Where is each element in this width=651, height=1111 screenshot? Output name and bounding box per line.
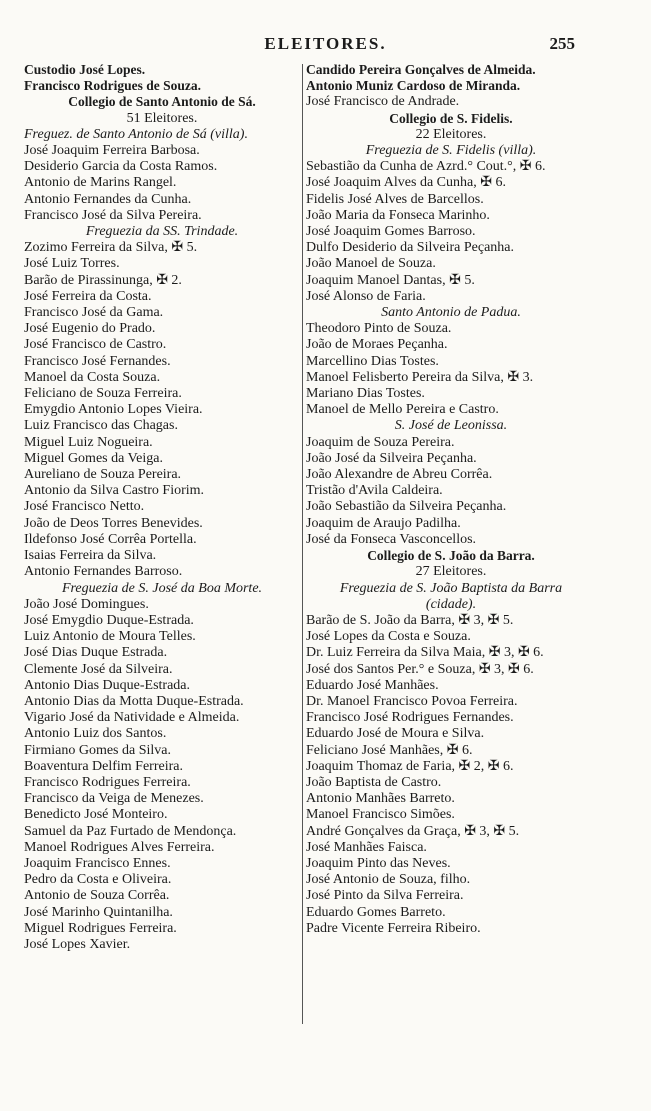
elector-entry: Theodoro Pinto de Souza. [306, 321, 452, 337]
elector-entry: Samuel da Paz Furtado de Mendonça. [24, 823, 237, 839]
elector-entry: José Antonio de Souza, filho. [306, 872, 471, 888]
elector-entry: Candido Pereira Gonçalves de Almeida. [306, 62, 536, 77]
elector-entry: Joaquim Francisco Ennes. [24, 855, 171, 871]
parish-heading: Freguezia de S. João Baptista da Barra [339, 580, 563, 596]
collegio-heading: Collegio de S. Fidelis. [389, 110, 513, 126]
elector-entry: Manoel da Costa Souza. [24, 369, 161, 385]
elector-entry: João Baptista de Castro. [306, 774, 442, 790]
elector-entry: Desiderio Garcia da Costa Ramos. [24, 159, 218, 175]
left-column [24, 62, 300, 953]
elector-entry: Eduardo Gomes Barreto. [306, 904, 446, 920]
elector-entry: Joaquim Thomaz de Faria, ✠ 2, ✠ 6. [306, 758, 514, 774]
elector-entry: Dr. Luiz Ferreira da Silva Maia, ✠ 3, ✠ 6. [306, 645, 544, 661]
elector-entry: José Francisco Netto. [24, 499, 145, 515]
elector-entry: Eduardo José Manhães. [306, 677, 439, 693]
elector-entry: João Alexandre de Abreu Corrêa. [306, 467, 493, 483]
elector-entry: João de Deos Torres Benevides. [24, 515, 203, 531]
elector-entry: José Ferreira da Costa. [24, 288, 152, 304]
right-column [306, 62, 596, 937]
elector-entry: José Joaquim Gomes Barroso. [306, 224, 476, 240]
elector-entry: Custodio José Lopes. [24, 62, 146, 77]
parish-heading: Freguezia de S. José da Boa Morte. [61, 580, 263, 596]
parish-heading: Santo Antonio de Padua. [381, 305, 521, 321]
elector-entry: José Manhães Faisca. [306, 839, 427, 855]
elector-entry: Eduardo José de Moura e Silva. [306, 726, 485, 742]
elector-entry: José Pinto da Silva Ferreira. [306, 888, 464, 904]
parish-heading: S. José de Leonissa. [394, 418, 508, 434]
elector-entry: Manoel de Mello Pereira e Castro. [306, 402, 499, 418]
elector-entry: Zozimo Ferreira da Silva, ✠ 5. [24, 240, 198, 256]
elector-entry: Francisco José Rodrigues Fernandes. [306, 710, 514, 726]
elector-entry: José Alonso de Faria. [306, 288, 426, 304]
elector-entry: Aureliano de Souza Pereira. [24, 467, 182, 483]
elector-entry: Padre Vicente Ferreira Ribeiro. [306, 920, 481, 936]
elector-entry: José Dias Duque Estrada. [24, 645, 168, 661]
elector-entry: Joaquim Manoel Dantas, ✠ 5. [306, 272, 475, 288]
elector-entry: Boaventura Delfim Ferreira. [24, 758, 183, 774]
elector-entry: Mariano Dias Tostes. [306, 386, 425, 402]
elector-entry: Antonio da Silva Castro Fiorim. [24, 483, 205, 499]
elector-entry: Luiz Francisco das Chagas. [24, 418, 178, 434]
elector-entry: Antonio de Marins Rangel. [24, 175, 177, 191]
elector-entry: João Manoel de Souza. [306, 256, 436, 272]
page-title: ELEITORES. [264, 34, 387, 53]
elector-entry: José dos Santos Per.° e Souza, ✠ 3, ✠ 6. [306, 661, 534, 677]
elector-entry: José Joaquim Alves da Cunha, ✠ 6. [306, 175, 506, 191]
elector-entry: José da Fonseca Vasconcellos. [306, 531, 477, 547]
elector-entry: Antonio Dias Duque-Estrada. [24, 677, 191, 693]
elector-entry: Ildefonso José Corrêa Portella. [24, 531, 197, 547]
elector-entry: Miguel Rodrigues Ferreira. [24, 920, 177, 936]
page-header [0, 34, 651, 56]
elector-entry: Barão de S. João da Barra, ✠ 3, ✠ 5. [306, 612, 514, 628]
elector-entry: João Sebastião da Silveira Peçanha. [306, 499, 507, 515]
elector-entry: Francisco José da Gama. [24, 305, 164, 321]
elector-entry: Antonio Fernandes da Cunha. [24, 191, 192, 207]
elector-entry: Antonio Fernandes Barroso. [24, 564, 183, 580]
page-number: 255 [549, 34, 575, 53]
elector-count: 22 Eleitores. [415, 126, 487, 142]
elector-entry: José Lopes Xavier. [24, 936, 131, 952]
elector-entry: Benedicto José Monteiro. [24, 807, 168, 823]
elector-entry: José Francisco de Castro. [24, 337, 167, 353]
elector-entry: Vigario José da Natividade e Almeida. [24, 710, 240, 726]
elector-entry: João Maria da Fonseca Marinho. [306, 207, 490, 223]
elector-entry: José Emygdio Duque-Estrada. [24, 612, 194, 628]
elector-entry: Francisco José Fernandes. [24, 353, 171, 369]
parish-heading: (cidade). [425, 596, 477, 612]
elector-entry: Manoel Felisberto Pereira da Silva, ✠ 3. [306, 369, 534, 385]
elector-entry: Joaquim de Araujo Padilha. [306, 515, 461, 531]
parish-heading: Freguezia de S. Fidelis (villa). [365, 143, 537, 159]
elector-entry: Marcellino Dias Tostes. [306, 353, 439, 369]
elector-entry: Antonio Luiz dos Santos. [24, 726, 167, 742]
elector-entry: Manoel Francisco Simões. [306, 807, 455, 823]
parish-heading: Freguezia da SS. Trindade. [85, 224, 239, 240]
elector-entry: Joaquim de Souza Pereira. [306, 434, 455, 450]
elector-entry: Francisco da Veiga de Menezes. [24, 791, 204, 807]
elector-entry: Tristão d'Avila Caldeira. [306, 483, 443, 499]
elector-entry: José Luiz Torres. [24, 256, 120, 272]
elector-entry: Emygdio Antonio Lopes Vieira. [24, 402, 203, 418]
elector-entry: André Gonçalves da Graça, ✠ 3, ✠ 5. [306, 823, 520, 839]
parish-heading: Freguez. de Santo Antonio de Sá (villa). [24, 126, 248, 142]
collegio-heading: Collegio de S. João da Barra. [367, 548, 535, 564]
elector-entry: Fidelis José Alves de Barcellos. [306, 191, 484, 207]
elector-entry: Luiz Antonio de Moura Telles. [24, 629, 196, 645]
elector-entry: Feliciano José Manhães, ✠ 6. [306, 742, 473, 758]
elector-entry: Antonio de Souza Corrêa. [24, 888, 170, 904]
elector-entry: João José Domingues. [24, 596, 149, 612]
elector-entry: José Marinho Quintanilha. [24, 904, 173, 920]
elector-entry: Pedro da Costa e Oliveira. [24, 872, 172, 888]
elector-entry: João de Moraes Peçanha. [306, 337, 448, 353]
elector-entry: Francisco José da Silva Pereira. [24, 207, 202, 223]
elector-entry: Barão de Pirassinunga, ✠ 2. [24, 272, 182, 288]
elector-count: 51 Eleitores. [126, 110, 198, 126]
elector-entry: Antonio Manhães Barreto. [306, 791, 455, 807]
elector-count: 27 Eleitores. [415, 564, 487, 580]
elector-entry: João José da Silveira Peçanha. [306, 450, 477, 466]
elector-entry: Dr. Manoel Francisco Povoa Ferreira. [306, 693, 518, 709]
elector-entry: Miguel Luiz Nogueira. [24, 434, 153, 450]
elector-entry: Francisco Rodrigues de Souza. [24, 78, 201, 94]
elector-entry: José Lopes da Costa e Souza. [306, 629, 471, 645]
elector-entry: Feliciano de Souza Ferreira. [24, 386, 182, 402]
elector-entry: José Francisco de Andrade. [306, 94, 460, 110]
elector-entry: Francisco Rodrigues Ferreira. [24, 774, 191, 790]
collegio-heading: Collegio de Santo Antonio de Sá. [68, 94, 256, 110]
column-divider [302, 64, 303, 1024]
elector-entry: Manoel Rodrigues Alves Ferreira. [24, 839, 215, 855]
elector-entry: Sebastião da Cunha de Azrd.° Cout.°, ✠ 6. [306, 159, 546, 175]
elector-entry: Antonio Muniz Cardoso de Miranda. [306, 78, 521, 94]
elector-entry: Joaquim Pinto das Neves. [306, 855, 451, 871]
elector-entry: José Joaquim Ferreira Barbosa. [24, 143, 200, 159]
elector-entry: Isaias Ferreira da Silva. [24, 548, 157, 564]
elector-entry: José Eugenio do Prado. [24, 321, 156, 337]
elector-entry: Clemente José da Silveira. [24, 661, 173, 677]
elector-entry: Antonio Dias da Motta Duque-Estrada. [24, 693, 244, 709]
elector-entry: Firmiano Gomes da Silva. [24, 742, 171, 758]
elector-entry: Miguel Gomes da Veiga. [24, 450, 163, 466]
elector-entry: Dulfo Desiderio da Silveira Peçanha. [306, 240, 514, 256]
